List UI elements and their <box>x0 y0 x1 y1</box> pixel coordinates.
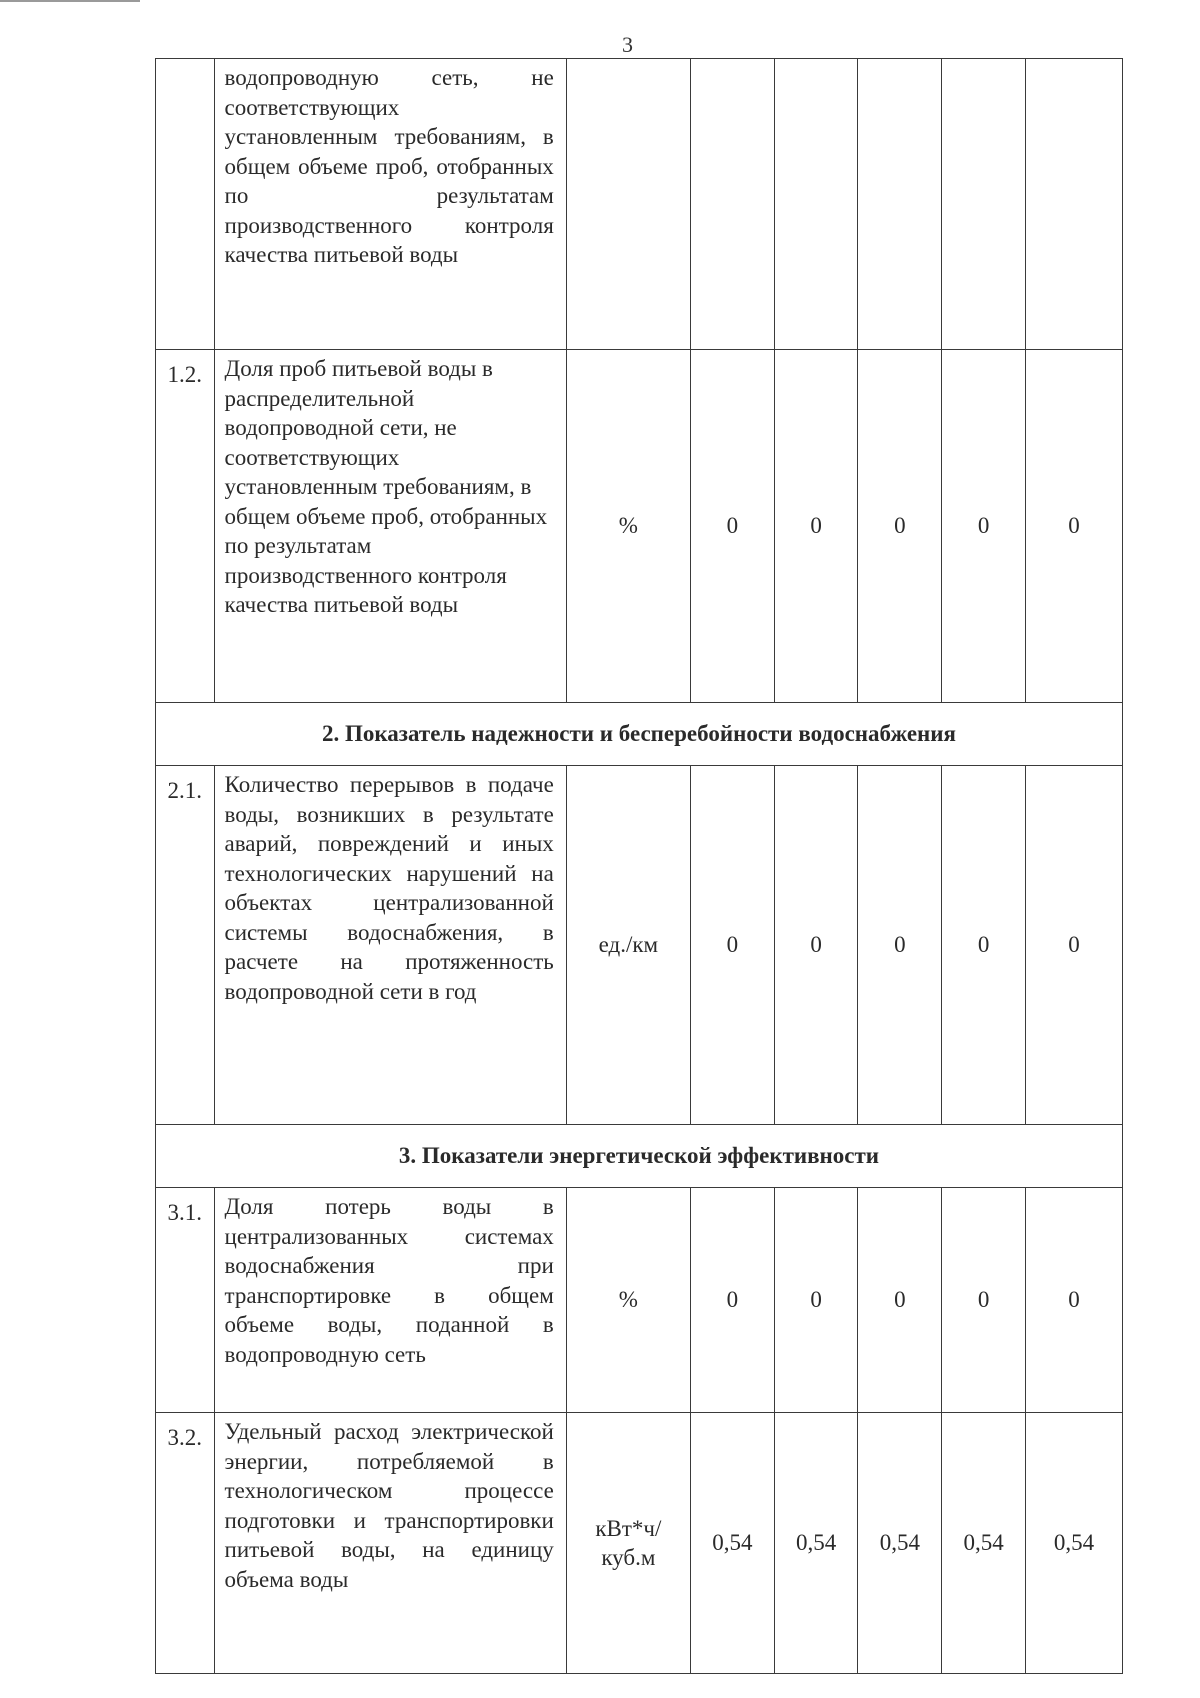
page-number: 3 <box>622 32 633 57</box>
row-value-2: 0,54 <box>774 1413 858 1674</box>
row-description: Удельный расход электрической энергии, потребляемой в технологическом процессе подготовки и транспортировки питьевой воды, на единицу объема воды <box>214 1413 566 1674</box>
row-value-2: 0 <box>774 766 858 1125</box>
row-value-4: 0 <box>942 766 1026 1125</box>
row-value-2: 0 <box>774 350 858 703</box>
row-value-5: 0,54 <box>1026 1413 1123 1674</box>
row-value-5: 0 <box>1026 1188 1123 1413</box>
row-unit: % <box>566 350 690 703</box>
row-value-1: 0 <box>690 1188 774 1413</box>
section-heading-2 <box>156 703 1123 766</box>
row-number: 1.2. <box>156 350 215 703</box>
scan-edge-mark <box>0 0 140 2</box>
row-value-2 <box>774 59 858 350</box>
row-value-1: 0 <box>690 766 774 1125</box>
row-description: водопроводную сеть, не соответствующих установленным требованиям, в общем объеме проб, отобранных по результатам производственного контроля качества питьевой воды <box>214 59 566 350</box>
table-row-continued <box>156 59 1123 350</box>
row-value-4 <box>942 59 1026 350</box>
row-value-4: 0 <box>942 350 1026 703</box>
row-description: Количество перерывов в подаче воды, возникших в результате аварий, повреждений и иных технологических нарушений на объектах централизованной системы водоснабжения, в расчете на протяженность водопроводной сети в год <box>214 766 566 1125</box>
row-value-5: 0 <box>1026 766 1123 1125</box>
row-unit: кВт*ч/ куб.м <box>566 1413 690 1674</box>
section-title: 2. Показатель надежности и бесперебойности водоснабжения <box>156 703 1123 766</box>
row-number: 3.2. <box>156 1413 215 1674</box>
row-number: 2.1. <box>156 766 215 1125</box>
table-row-3-1 <box>156 1188 1123 1413</box>
row-value-3 <box>858 59 942 350</box>
table-row-1-2 <box>156 350 1123 703</box>
section-heading-3 <box>156 1125 1123 1188</box>
row-value-3: 0 <box>858 766 942 1125</box>
row-value-3: 0,54 <box>858 1413 942 1674</box>
section-title: 3. Показатели энергетической эффективности <box>156 1125 1123 1188</box>
row-value-2: 0 <box>774 1188 858 1413</box>
row-value-1: 0,54 <box>690 1413 774 1674</box>
row-value-4: 0 <box>942 1188 1026 1413</box>
row-value-3: 0 <box>858 1188 942 1413</box>
row-description: Доля потерь воды в централизованных системах водоснабжения при транспортировке в общем объеме воды, поданной в водопроводную сеть <box>214 1188 566 1413</box>
row-value-4: 0,54 <box>942 1413 1026 1674</box>
indicators-table <box>155 58 1123 1674</box>
table-row-3-2 <box>156 1413 1123 1674</box>
row-unit: % <box>566 1188 690 1413</box>
row-unit <box>566 59 690 350</box>
row-value-3: 0 <box>858 350 942 703</box>
table-row-2-1 <box>156 766 1123 1125</box>
row-number: 3.1. <box>156 1188 215 1413</box>
row-unit: ед./км <box>566 766 690 1125</box>
row-value-1 <box>690 59 774 350</box>
row-description: Доля проб питьевой воды в распределительной водопроводной сети, не соответствующих установленным требованиям, в общем объеме проб, отобранных по результатам производственного контроля качества питьевой воды <box>214 350 566 703</box>
row-value-1: 0 <box>690 350 774 703</box>
row-number <box>156 59 215 350</box>
row-value-5: 0 <box>1026 350 1123 703</box>
row-value-5 <box>1026 59 1123 350</box>
